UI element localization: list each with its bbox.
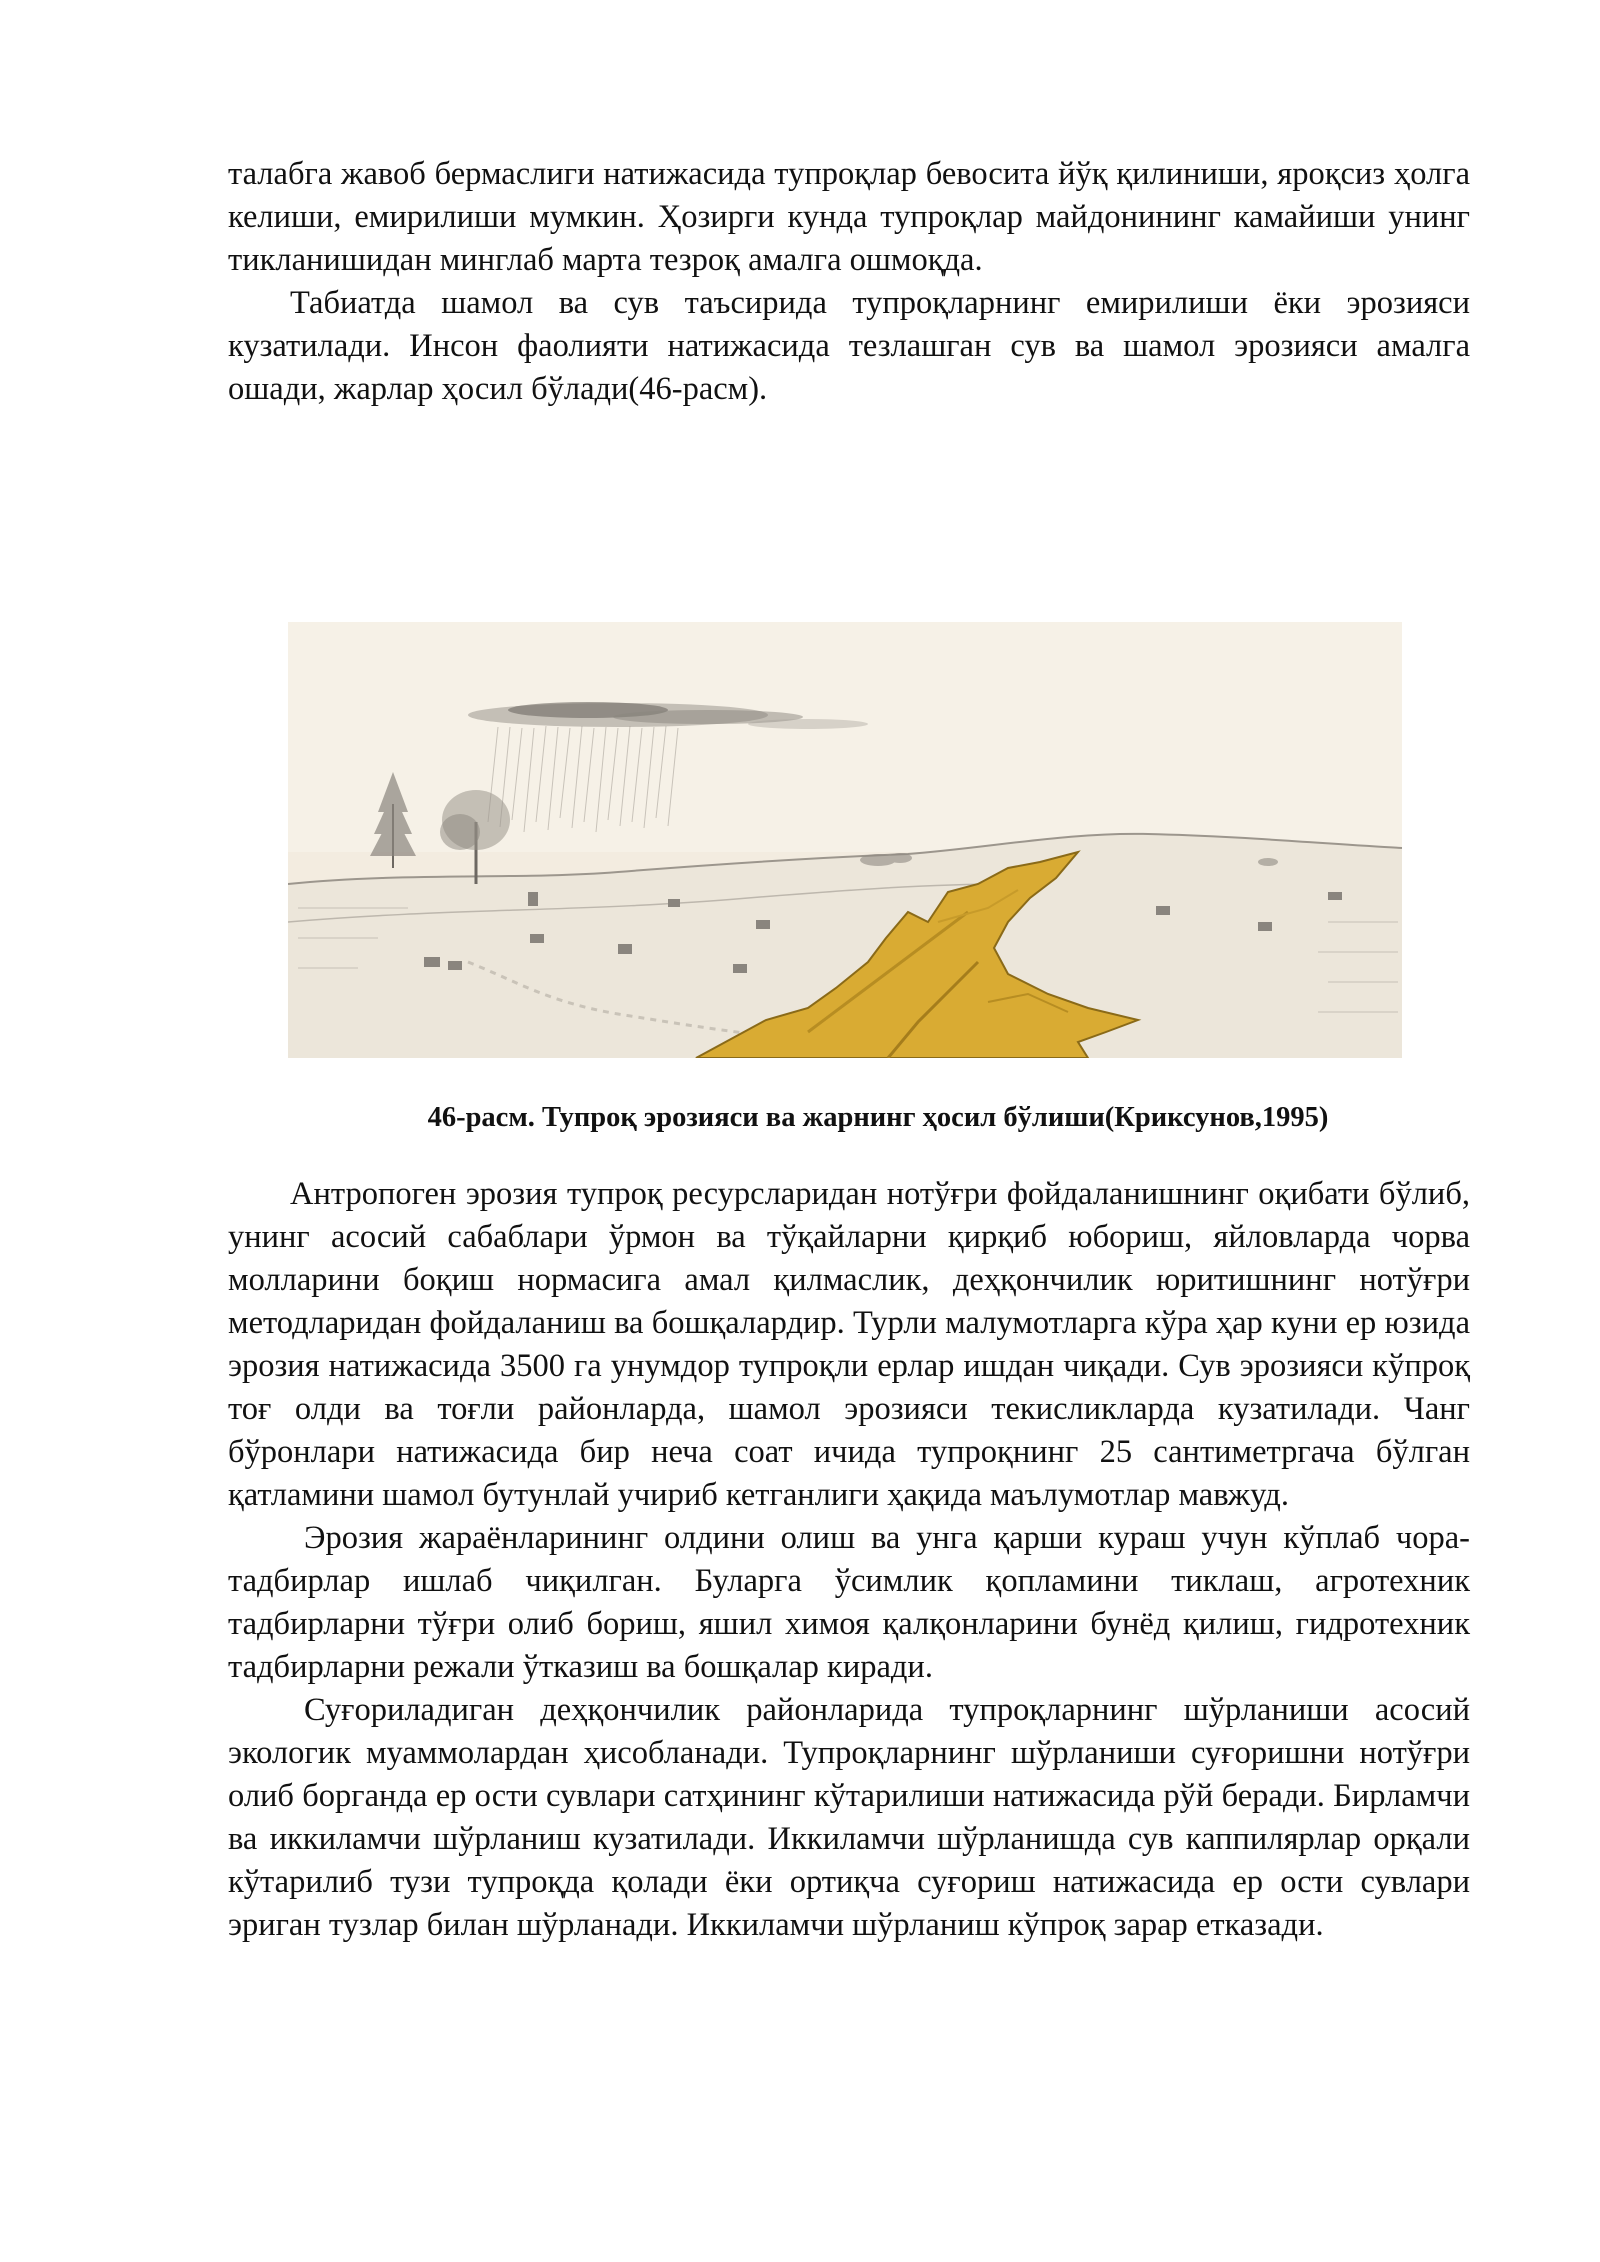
figure-caption: 46-расм. Тупроқ эрозияси ва жарнинг ҳосил бўлиши(Криксунов,1995) [427, 1102, 1329, 1133]
paragraph: Антропоген эрозия тупроқ ресурсларидан нотўғри фойдаланишнинг оқибати бўлиб, унинг асосий сабаблари ўрмон ва тўқайларни қирқиб юбориш, яйловларда чорва молларини боқиш нормасига амал қилмаслик, деҳқончилик юритишнинг нотўғри методларидан фойдаланиш ва бошқалардир. Турли малумотларга кўра ҳар куни ер юзида эрозия натижасида 3500 га унумдор тупроқли ерлар ишдан чиқади. Сув эрозияси кўпроқ тоғ олди ва тоғли районларда, шамол эрозияси текисликларда кузатилади. Чанг бўронлари натижасида бир неча соат ичида тупроқнинг 25 сантиметргача бўлган қатламини шамол бутунлай учириб кетганлиги ҳақида маълумотлар мавжуд. [228, 1176, 1470, 1513]
text-block-bottom [228, 1173, 1470, 1947]
erosion-landscape-illustration [288, 622, 1402, 1058]
figure-46-erosion-illustration [288, 622, 1402, 1058]
paragraph: Эрозия жараёнларининг олдини олиш ва унга қарши кураш учун кўплаб чора-тадбирлар ишлаб чиқилган. Буларга ўсимлик қопламини тиклаш, агротехник тадбирларни тўғри олиб бориш, яшил химоя қалқонларини бунёд қилиш, гидротехник тадбирларни режали ўтказиш ва бошқалар киради. [228, 1520, 1470, 1685]
paragraph: талабга жавоб бермаслиги натижасида тупроқлар бевосита йўқ қилиниши, яроқсиз ҳолга келиши, емирилиши мумкин. Ҳозирги кунда тупроқлар майдонининг камайиши унинг тикланишидан минглаб марта тезроқ амалга ошмоқда. [228, 156, 1470, 278]
text-block-top [228, 153, 1470, 411]
paragraph: Суғориладиган деҳқончилик районларида тупроқларнинг шўрланиши асосий экологик муаммолардан ҳисобланади. Тупроқларнинг шўрланиши суғоришни нотўғри олиб борганда ер ости сувлари сатҳининг кўтарилиши натижасида рўй беради. Бирламчи ва иккиламчи шўрланиш кузатилади. Иккиламчи шўрланишда сув каппилярлар орқали кўтарилиб тузи тупроқда қолади ёки ортиқча суғориш натижасида ер ости сувлари эриган тузлар билан шўрланади. Иккиламчи шўрланиш кўпроқ зарар етказади. [228, 1692, 1470, 1943]
paragraph: Табиатда шамол ва сув таъсирида тупроқларнинг емирилиши ёки эрозияси кузатилади. Инсон фаолияти натижасида тезлашган сув ва шамол эрозияси амалга ошади, жарлар ҳосил бўлади(46-расм). [228, 285, 1470, 407]
